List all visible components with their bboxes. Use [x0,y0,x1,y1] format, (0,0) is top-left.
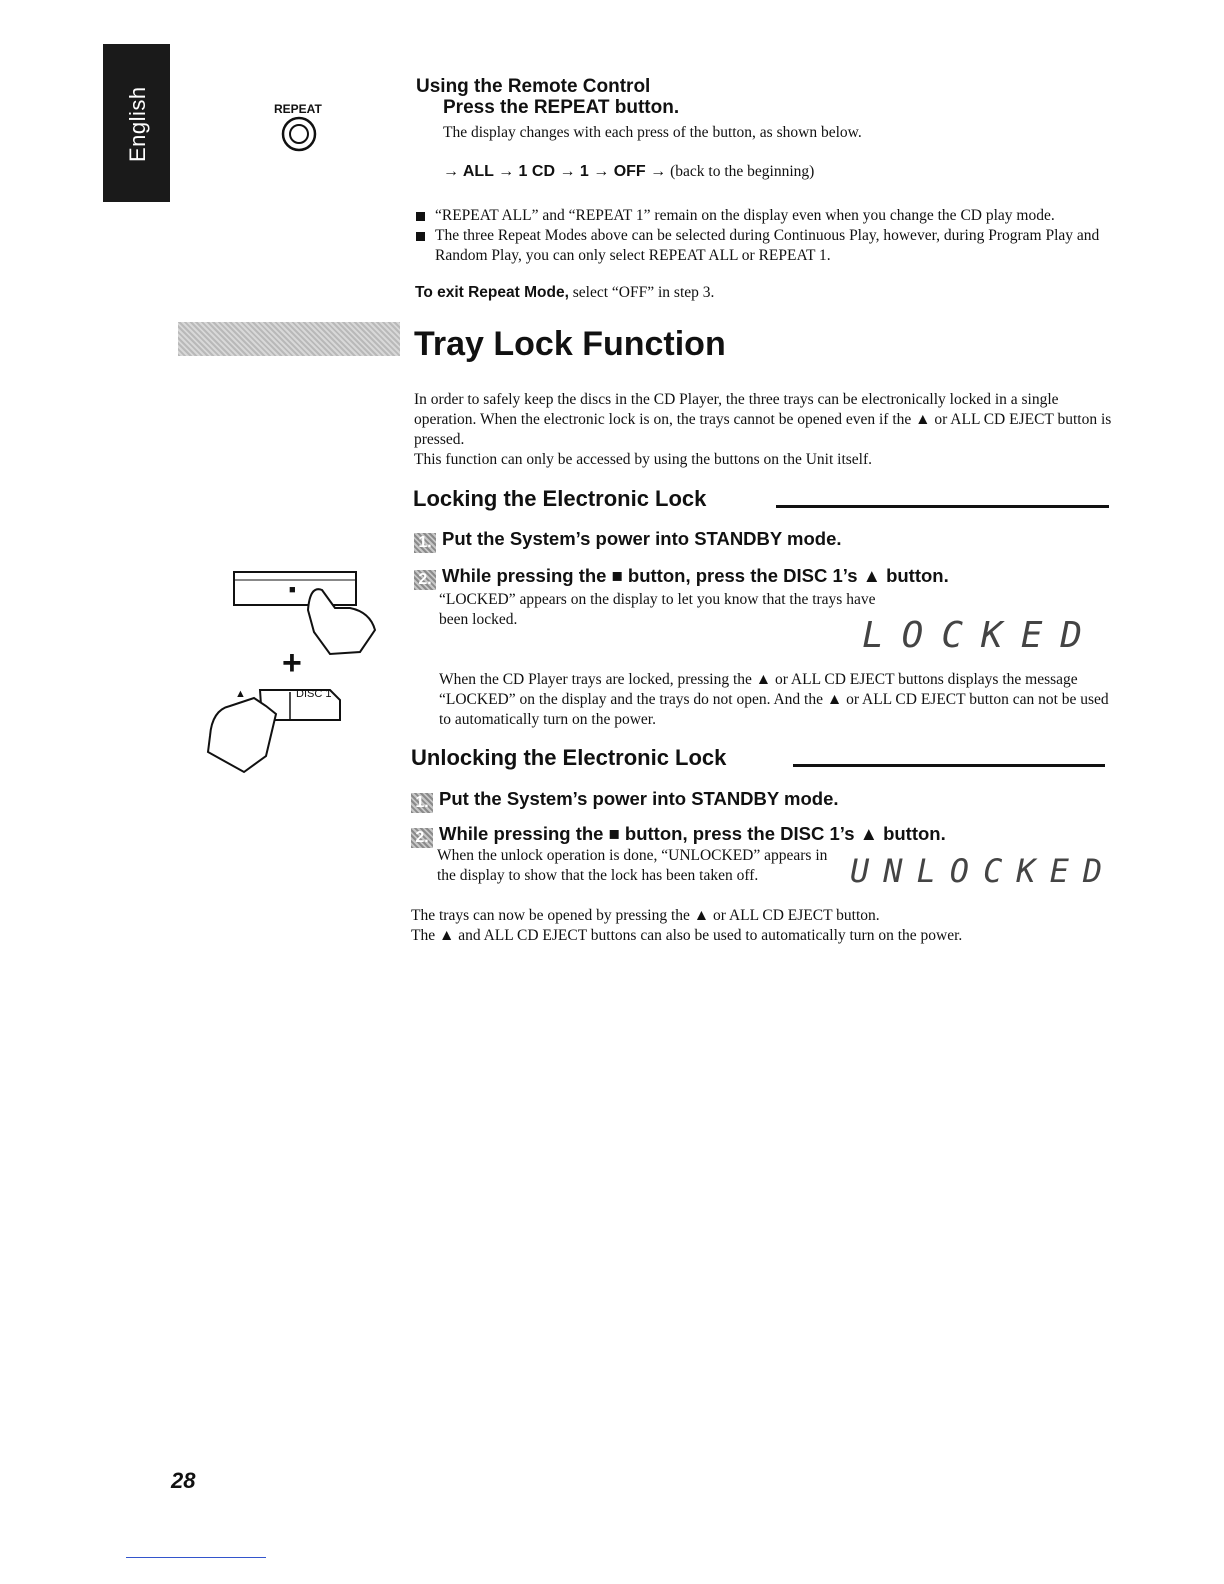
remote-note: The three Repeat Modes above can be selected during Continuous Play, however, during Program Play and Random Play, you can only select REPEAT ALL or REPEAT 1. [416,226,1116,266]
unlocking-notes [411,906,1111,946]
bullet-icon [416,212,425,221]
remote-step-desc: The display changes with each press of the button, as shown below. [443,124,862,141]
remote-note: “REPEAT ALL” and “REPEAT 1” remain on the display even when you change the CD play mode. [416,206,1116,226]
intro-paragraph: This function can only be accessed by using the buttons on the Unit itself. [414,451,873,468]
eject-symbol: ▲ [235,688,246,700]
footer-rule [126,1557,266,1558]
locking-step-2: 2. While pressing the ■ button, press the DISC 1’s ▲ button. [414,565,949,590]
unlocking-heading: Unlocking the Electronic Lock [411,745,727,770]
step-number-badge: 1. [411,793,433,813]
repeat-sequence-modes: → ALL → 1 CD → 1 → OFF → [443,163,667,180]
locking-step-1: 1. Put the System’s power into STANDBY mode. [414,528,842,553]
locking-heading: Locking the Electronic Lock [413,486,707,511]
exit-repeat-line [415,283,714,303]
button-press-illustration [200,560,400,780]
title-band-decoration [178,322,400,356]
remote-step-title: Press the REPEAT button. [443,97,680,118]
disc-1-label: DISC 1 [296,688,332,700]
unlocking-step-2: 2. While pressing the ■ button, press the DISC 1’s ▲ button. [411,823,946,848]
unlocking-note: The trays can now be opened by pressing the ▲ or ALL CD EJECT button. [411,907,880,924]
step-number-badge: 2. [411,828,433,848]
repeat-sequence [443,162,814,182]
unlocking-step-1: 1. Put the System’s power into STANDBY mode. [411,788,839,813]
unlocking-step-2-desc: When the unlock operation is done, “UNLOCKED” appears in the display to show that the lock has been taken off. [437,847,828,884]
stop-symbol: ■ [289,584,296,596]
exit-repeat-label: To exit Repeat Mode, [415,284,569,301]
repeat-button-icon [281,116,317,152]
page-number: 28 [171,1468,196,1493]
heading-rule [793,764,1105,767]
language-tab [103,44,170,202]
lcd-locked-display: LOCKED [862,615,1101,656]
exit-repeat-text: select “OFF” in step 3. [568,284,715,301]
repeat-sequence-note: (back to the beginning) [670,163,815,180]
plus-symbol: + [282,644,302,682]
locking-step-2-desc: “LOCKED” appears on the display to let you know that the trays have been locked. [439,591,876,628]
unlocking-note: The ▲ and ALL CD EJECT buttons can also be used to automatically turn on the power. [411,927,963,944]
heading-rule [776,505,1109,508]
section-intro [414,390,1114,470]
step-number-badge: 1. [414,533,436,553]
locking-note: When the CD Player trays are locked, pressing the ▲ or ALL CD EJECT buttons displays the message “LOCKED” on the display and the trays do not open. And the ▲ or ALL CD EJECT button can not be used to automatically turn on the power. [439,671,1109,728]
step-number-badge: 2. [414,570,436,590]
language-tab-label: English [125,86,150,162]
remote-notes [416,206,1116,266]
bullet-icon [416,232,425,241]
section-title: Tray Lock Function [414,325,726,363]
intro-paragraph: In order to safely keep the discs in the CD Player, the three trays can be electronically locked in a single operation. When the electronic lock is on, the trays cannot be opened even if the ▲ or ALL CD EJECT button is pressed. [414,391,1112,448]
repeat-icon-label: REPEAT [274,102,322,116]
lcd-unlocked-display: UNLOCKED [850,852,1117,890]
remote-heading: Using the Remote Control [416,76,651,97]
